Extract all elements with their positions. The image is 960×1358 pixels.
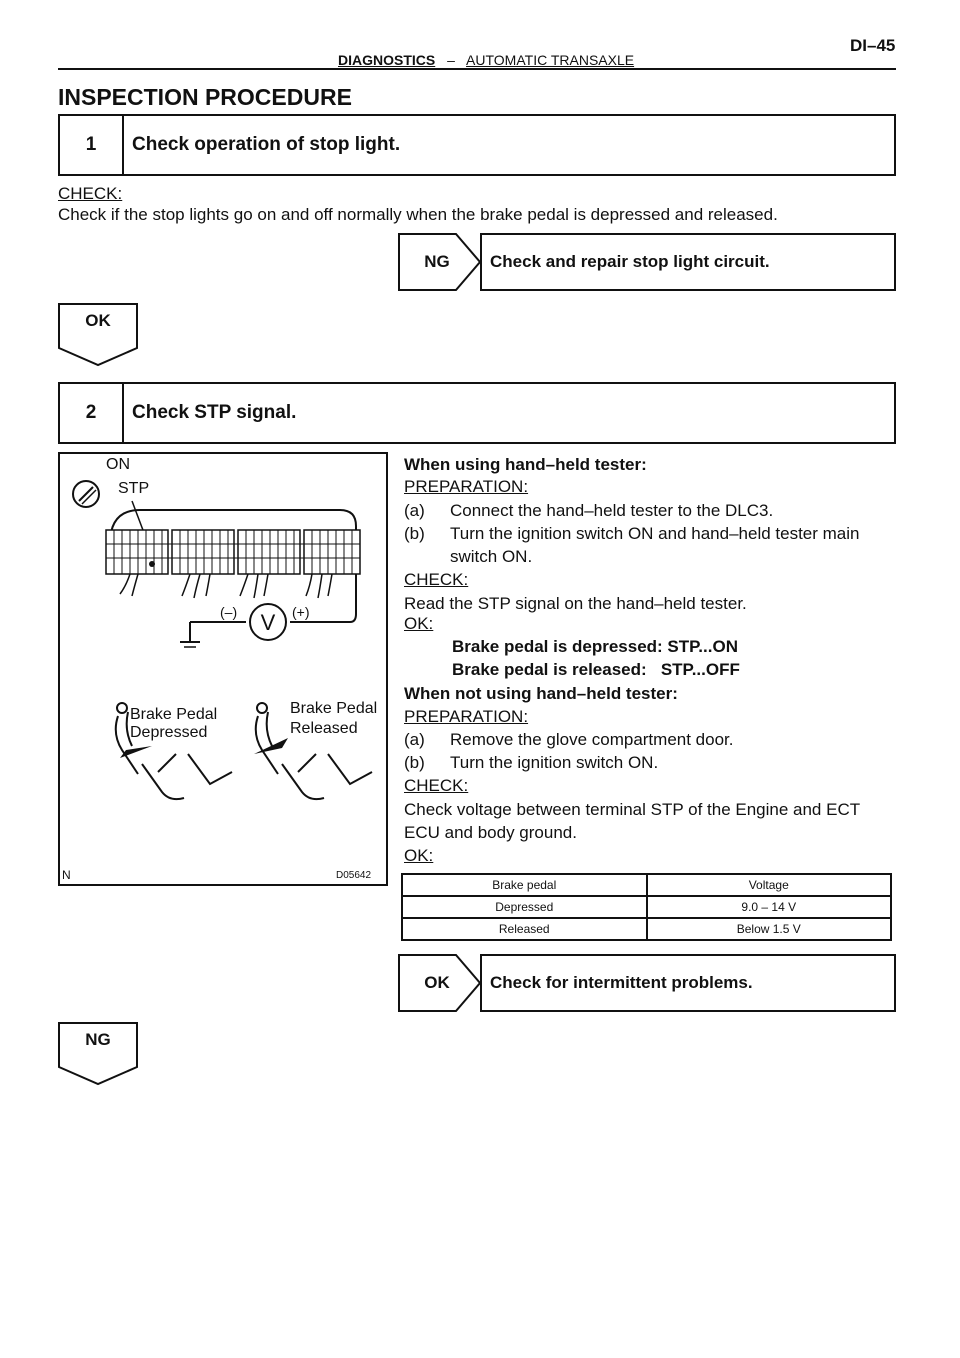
figure-corner-mark: N (62, 868, 71, 882)
prep2-b-text: Turn the ignition switch ON. (450, 753, 659, 772)
depressed-label-1: Brake Pedal (130, 706, 218, 723)
header-separator: – (447, 52, 455, 68)
step-1-check-label: CHECK: (58, 184, 123, 203)
check2-label: CHECK: (404, 776, 469, 795)
step-1-title: Check operation of stop light. (132, 134, 401, 155)
table-header-cell: Voltage (647, 874, 892, 896)
table-cell: Released (402, 918, 647, 940)
table-row (402, 918, 891, 940)
released-label-1: Brake Pedal (290, 700, 378, 717)
step-2-title: Check STP signal. (132, 402, 297, 423)
step-2-ok-label: OK (424, 973, 450, 992)
step-1-number: 1 (60, 116, 124, 174)
ok-released: Brake pedal is released: STP...OFF (452, 660, 740, 679)
check-text: Read the STP signal on the hand–held tester. (404, 594, 747, 613)
step-2-ng-label: NG (85, 1030, 111, 1049)
prep-a-text: Connect the hand–held tester to the DLC3. (450, 501, 774, 520)
step-1-ng-branch (398, 233, 896, 291)
released-label-2: Released (290, 720, 358, 737)
table-row (402, 896, 891, 918)
ecu-connector-diagram (60, 454, 386, 884)
running-header (338, 52, 634, 68)
header-subsection: AUTOMATIC TRANSAXLE (466, 52, 635, 68)
step-1-ok-badge (58, 303, 138, 367)
table-cell: 9.0 – 14 V (647, 896, 892, 918)
figure-plus-label: (+) (292, 604, 310, 620)
step-2-box (58, 382, 896, 444)
wiring-figure (58, 452, 388, 886)
page-number: DI–45 (850, 36, 896, 55)
ok-depressed: Brake pedal is depressed: STP...ON (452, 637, 738, 656)
step-1-ng-label: NG (424, 252, 450, 271)
header-section: DIAGNOSTICS (338, 52, 436, 68)
figure-on-label: ON (106, 456, 130, 473)
step-2-ok-branch (398, 954, 896, 1012)
prep-b-letter: (b) (404, 524, 425, 543)
voltage-spec-table (401, 873, 892, 941)
tester-heading: When using hand–held tester: (404, 455, 647, 474)
prep-label: PREPARATION: (404, 477, 529, 496)
no-tester-heading: When not using hand–held tester: (404, 684, 678, 703)
prep2-b-letter: (b) (404, 753, 425, 772)
step-1-ok-label: OK (85, 311, 111, 330)
table-cell: Depressed (402, 896, 647, 918)
table-header-cell: Brake pedal (402, 874, 647, 896)
ok-label: OK: (404, 614, 434, 633)
prep2-a-letter: (a) (404, 730, 425, 749)
step-2-ng-badge (58, 1022, 138, 1086)
table-cell: Below 1.5 V (647, 918, 892, 940)
check2-text-1: Check voltage between terminal STP of the Engine and ECT (404, 800, 861, 819)
prep2-label: PREPARATION: (404, 707, 529, 726)
figure-minus-label: (–) (220, 604, 238, 620)
prep-b-text-2: switch ON. (450, 547, 533, 566)
figure-stp-label: STP (118, 480, 150, 497)
step-2-ok-action: Check for intermittent problems. (480, 954, 896, 1012)
step-1-box (58, 114, 896, 176)
step-1-ng-action: Check and repair stop light circuit. (480, 233, 896, 291)
prep-a-letter: (a) (404, 501, 425, 520)
prep-b-text-1: Turn the ignition switch ON and hand–held tester main (450, 524, 860, 543)
check2-text-2: ECU and body ground. (404, 823, 577, 842)
table-header-row (402, 874, 891, 896)
voltmeter-label: V (260, 610, 276, 635)
step-2-number: 2 (60, 384, 124, 442)
page-title: INSPECTION PROCEDURE (58, 84, 352, 110)
figure-code: D05642 (336, 870, 372, 881)
prep2-a-text: Remove the glove compartment door. (450, 730, 734, 749)
ok2-label: OK: (404, 846, 434, 865)
check-label: CHECK: (404, 570, 469, 589)
depressed-label-2: Depressed (130, 724, 208, 741)
step-1-check-text: Check if the stop lights go on and off normally when the brake pedal is depressed and released. (58, 205, 778, 224)
header-rule (58, 68, 896, 70)
